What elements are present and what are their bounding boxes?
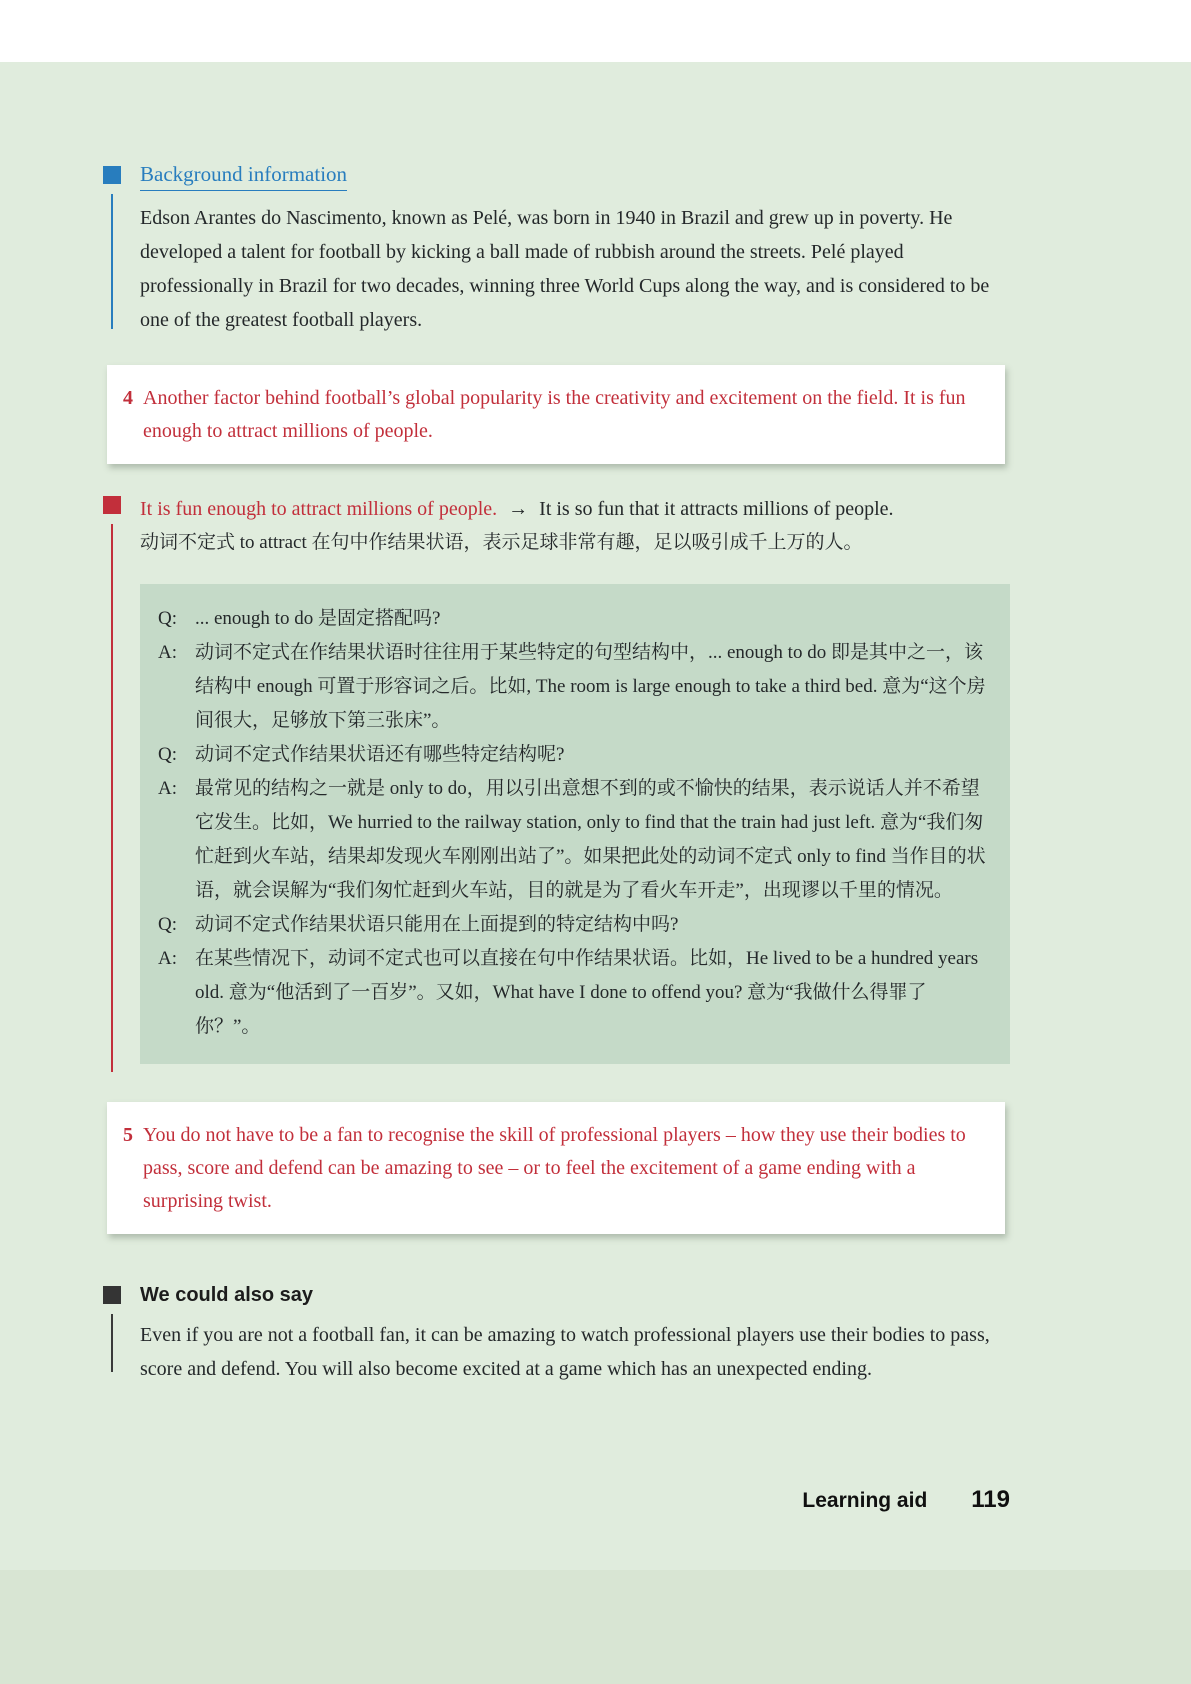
qa-text: 最常见的结构之一就是 only to do，用以引出意想不到的或不愉快的结果，表示说话人并不希望它发生。比如，We hurried to the railway station, only to find that the train had just left. 意为“我们匆忙赶到火车站，结果却发现火车刚刚出站了”。如果把此处的动词不定式 only to find 当作目的状语，就会误解为“我们匆忙赶到火车站，目的就是为了看火车开走”，出现谬以千里的情况。 <box>195 778 986 901</box>
qa-label: Q: <box>158 914 177 935</box>
qa-label: A: <box>158 948 177 969</box>
top-margin-band <box>0 0 1191 62</box>
blue-vertical-rule <box>111 194 113 329</box>
language-point-section <box>103 492 1010 1064</box>
language-point-sentence: It is fun enough to attract millions of people. <box>140 498 498 520</box>
note-5-number: 5 <box>123 1124 133 1146</box>
background-info-section <box>103 162 1010 337</box>
qa-row <box>158 772 990 908</box>
qa-label: A: <box>158 642 177 663</box>
background-info-body: Edson Arantes do Nascimento, known as Pelé, was born in 1940 in Brazil and grew up in poverty. He developed a talent for football by kicking a ball made of rubbish around the streets. Pelé played professionally in Brazil for two decades, winning three World Cups along the way, and is considered to be one of the greatest football players. <box>140 207 990 331</box>
could-also-say-heading: We could also say <box>140 1284 314 1306</box>
qa-text: 动词不定式在作结果状语时往往用于某些特定的句型结构中，... enough to do 即是其中之一，该结构中 enough 可置于形容词之后。比如, The room is large enough to take a third bed. 意为“这个房间很大，足够放下第三张床”。 <box>195 642 986 731</box>
black-square-marker-icon <box>103 1286 121 1304</box>
note-5-text: You do not have to be a fan to recognise the skill of professional players – how they use their bodies to pass, score and defend can be amazing to see – or to feel the excitement of a game ending with a surprising twist. <box>143 1124 966 1212</box>
qa-label: A: <box>158 778 177 799</box>
qa-label: Q: <box>158 608 177 629</box>
footer-section-label: Learning aid <box>802 1489 928 1512</box>
note-4-number: 4 <box>123 387 133 409</box>
page-number: 119 <box>971 1486 1010 1513</box>
red-square-marker-icon <box>103 496 121 514</box>
qa-text: 动词不定式作结果状语只能用在上面提到的特定结构中吗? <box>195 914 679 935</box>
note-4-text: Another factor behind football’s global popularity is the creativity and excitement on the field. It is fun enough to attract millions of people. <box>143 387 966 442</box>
bottom-margin-band <box>0 1570 1191 1684</box>
qa-row <box>158 636 990 738</box>
blue-square-marker-icon <box>103 166 121 184</box>
numbered-note-5-box <box>107 1102 1005 1234</box>
qa-label: Q: <box>158 744 177 765</box>
language-point-heading <box>140 492 1010 526</box>
black-vertical-rule <box>111 1314 113 1372</box>
qa-row <box>158 738 990 772</box>
qa-row <box>158 942 990 1044</box>
qa-text: 在某些情况下，动词不定式也可以直接在句中作结果状语。比如，He lived to be a hundred years old. 意为“他活到了一百岁”。又如，What have I done to offend you? 意为“我做什么得罪了你？”。 <box>195 948 979 1037</box>
could-also-say-body: Even if you are not a football fan, it can be amazing to watch professional players use their bodies to pass, score and defend. You will also become excited at a game which has an unexpected ending. <box>140 1324 990 1380</box>
background-info-heading: Background information <box>140 162 347 191</box>
qa-text: 动词不定式作结果状语还有哪些特定结构呢? <box>195 744 565 765</box>
arrow-icon: → <box>508 498 529 520</box>
qa-row <box>158 908 990 942</box>
numbered-note-4-box <box>107 365 1005 464</box>
language-point-explanation: 动词不定式 to attract 在句中作结果状语，表示足球非常有趣，足以吸引成千上万的人。 <box>140 532 863 553</box>
could-also-say-section <box>103 1282 1010 1386</box>
red-vertical-rule <box>111 524 113 1072</box>
language-point-paraphrase: It is so fun that it attracts millions of people. <box>539 498 894 520</box>
qa-row <box>158 602 990 636</box>
qa-box <box>140 584 1010 1064</box>
page-footer <box>802 1486 1010 1514</box>
qa-text: ... enough to do 是固定搭配吗? <box>195 608 441 629</box>
